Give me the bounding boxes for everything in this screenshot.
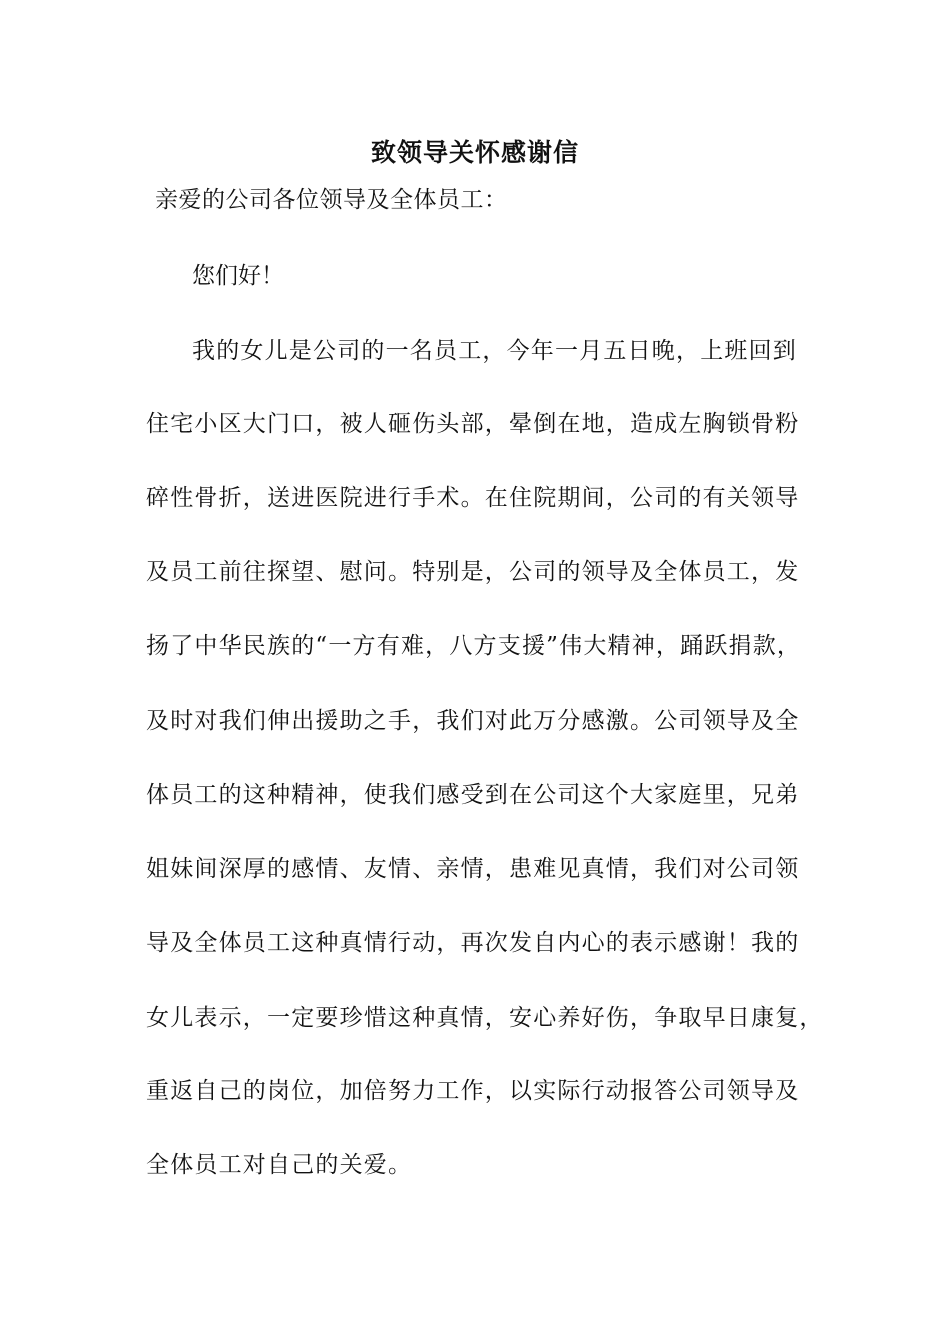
letter-title: 致领导关怀感谢信 (370, 138, 579, 167)
body-line: 导及全体员工这种真情行动，再次发自内心的表示感谢！我的 (146, 930, 800, 956)
body-line: 姐妹间深厚的感情、友情、亲情，患难见真情，我们对公司领 (146, 856, 800, 882)
letter-salutation: 亲爱的公司各位领导及全体员工： (155, 187, 508, 213)
body-line: 住宅小区大门口，被人砸伤头部，晕倒在地，造成左胸锁骨粉 (146, 411, 800, 437)
body-line: 全体员工对自己的关爱。 (146, 1152, 413, 1178)
body-line: 及员工前往探望、慰问。特别是，公司的领导及全体员工，发 (146, 559, 800, 585)
body-line: 女儿表示，一定要珍惜这种真情，安心养好伤，争取早日康复， (146, 1005, 824, 1031)
body-line: 体员工的这种精神，使我们感受到在公司这个大家庭里，兄弟 (146, 782, 800, 808)
body-line: 碎性骨折，送进医院进行手术。在住院期间，公司的有关领导 (146, 485, 800, 511)
body-line: 重返自己的岗位，加倍努力工作，以实际行动报答公司领导及 (146, 1078, 800, 1104)
letter-greeting: 您们好！ (192, 263, 284, 289)
body-line: 及时对我们伸出援助之手，我们对此万分感激。公司领导及全 (146, 708, 800, 734)
body-line: 扬了中华民族的“一方有难，八方支援”伟大精神，踊跃捐款， (146, 633, 802, 659)
body-line: 我的女儿是公司的一名员工，今年一月五日晚，上班回到 (192, 338, 797, 364)
